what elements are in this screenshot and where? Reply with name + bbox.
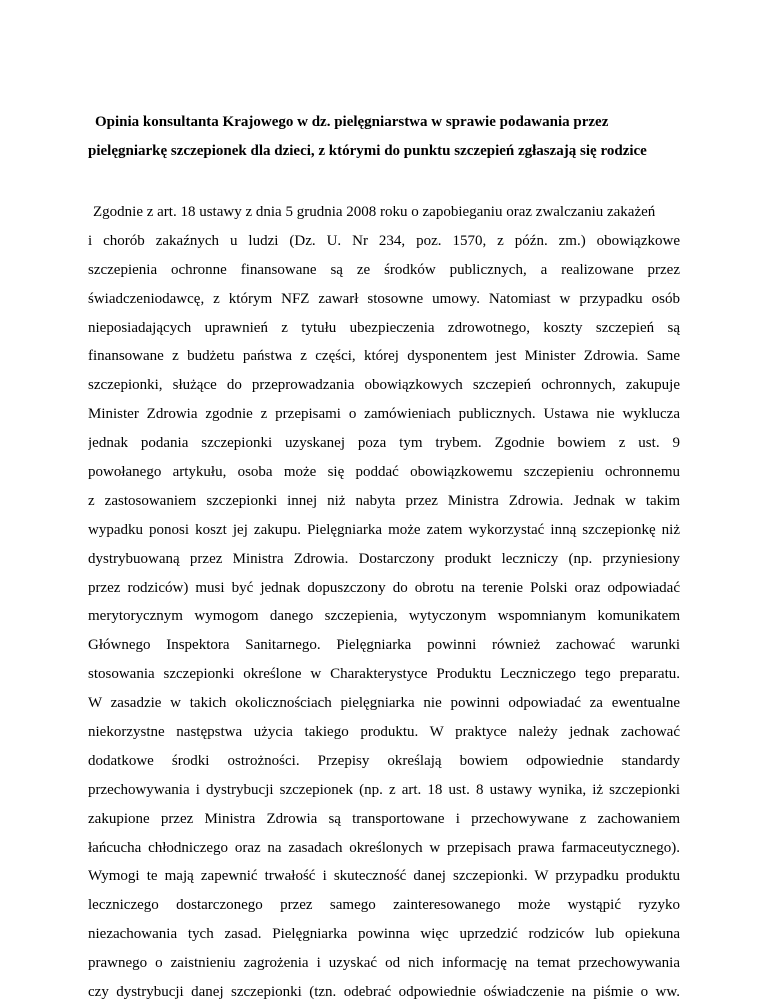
- title-line: pielęgniarkę szczepionek dla dzieci, z którymi do punktu szczepień zgłaszają się rodzice: [88, 143, 647, 159]
- body-line: nieposiadających uprawnień z tytułu ubezpieczenia zdrowotnego, koszty szczepień są: [88, 319, 680, 336]
- body-line: finansowane z budżetu państwa z części, której dysponentem jest Minister Zdrowia. Same: [88, 348, 680, 365]
- body-line: zakupione przez Ministra Zdrowia są transportowane i przechowywane z zachowaniem: [88, 810, 680, 827]
- body-line: dodatkowe środki ostrożności. Przepisy określają bowiem odpowiednie standardy: [88, 752, 680, 769]
- body-line: powołanego artykułu, osoba może się poddać obowiązkowemu szczepieniu ochronnemu: [88, 464, 680, 481]
- document-title: [88, 108, 708, 166]
- body-line: wypadku ponosi koszt jej zakupu. Pielęgniarka może zatem wykorzystać inną szczepionkę niż: [88, 521, 680, 538]
- body-line: niekorzystne następstwa użycia takiego produktu. W praktyce należy jednak zachować: [88, 724, 680, 741]
- body-line: szczepienia ochronne finansowane są ze środków publicznych, a realizowane przez: [88, 261, 680, 278]
- body-line: dystrybuowaną przez Ministra Zdrowia. Dostarczony produkt leczniczy (np. przyniesiony: [88, 550, 680, 567]
- body-line: W zasadzie w takich okolicznościach pielęgniarka nie powinni odpowiadać za ewentualne: [88, 695, 680, 712]
- body-line: z zastosowaniem szczepionki innej niż nabyta przez Ministra Zdrowia. Jednak w takim: [88, 492, 680, 509]
- body-line: przechowywania i dystrybucji szczepionek (np. z art. 18 ust. 8 ustawy wynika, iż szczepionki: [88, 781, 680, 798]
- body-line: Głównego Inspektora Sanitarnego. Pielęgniarka powinni również zachować warunki: [88, 637, 680, 654]
- body-line: jednak podania szczepionki uzyskanej poza tym trybem. Zgodnie bowiem z ust. 9: [88, 435, 680, 452]
- body-line: prawnego o zaistnieniu zagrożenia i uzyskać od nich informację na temat przechowywania: [88, 955, 680, 972]
- body-line: czy dystrybucji danej szczepionki (tzn. odebrać odpowiednie oświadczenie na piśmie o ww.: [88, 984, 680, 1001]
- body-line: łańcucha chłodniczego oraz na zasadach określonych w przepisach prawa farmaceutycznego).: [88, 839, 680, 856]
- body-line: przez rodziców) musi być jednak dopuszczony do obrotu na terenie Polski oraz odpowiadać: [88, 579, 680, 596]
- body-paragraph: [88, 198, 680, 1007]
- body-line: stosowania szczepionki określone w Charakterystyce Produktu Leczniczego tego preparatu.: [88, 666, 680, 683]
- body-line: Wymogi te mają zapewnić trwałość i skuteczność danej szczepionki. W przypadku produktu: [88, 868, 680, 885]
- title-line: Opinia konsultanta Krajowego w dz. pielęgniarstwa w sprawie podawania przez: [95, 114, 609, 130]
- body-line: świadczeniodawcę, z którym NFZ zawarł stosowne umowy. Natomiast w przypadku osób: [88, 290, 680, 307]
- body-line: leczniczego dostarczonego przez samego zainteresowanego może wystąpić ryzyko: [88, 897, 680, 914]
- body-line: niezachowania tych zasad. Pielęgniarka powinna więc uprzedzić rodziców lub opiekuna: [88, 926, 680, 943]
- body-line: szczepionki, służące do przeprowadzania obowiązkowych szczepień ochronnych, zakupuje: [88, 377, 680, 394]
- body-line: i chorób zakaźnych u ludzi (Dz. U. Nr 234, poz. 1570, z późn. zm.) obowiązkowe: [88, 232, 680, 249]
- body-line: merytorycznym wymogom danego szczepienia, wytyczonym wspomnianym komunikatem: [88, 608, 680, 625]
- body-line: Minister Zdrowia zgodnie z przepisami o zamówieniach publicznych. Ustawa nie wyklucza: [88, 406, 680, 423]
- body-line: Zgodnie z art. 18 ustawy z dnia 5 grudnia 2008 roku o zapobieganiu oraz zwalczaniu zakażeń: [93, 204, 656, 220]
